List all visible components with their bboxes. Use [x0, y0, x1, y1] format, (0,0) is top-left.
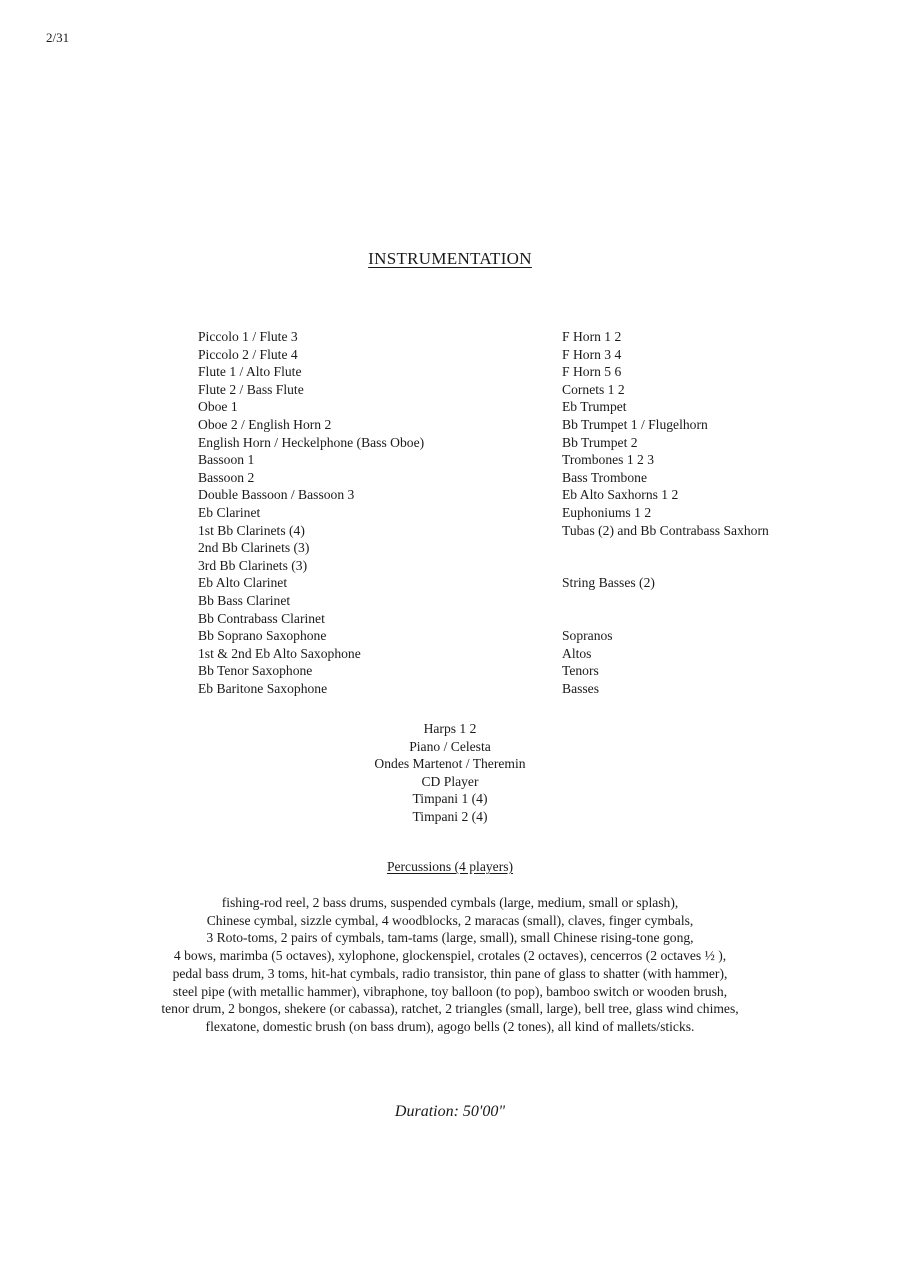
instrument-line: Sopranos [562, 628, 613, 644]
instrument-line: F Horn 1 2 [562, 329, 622, 344]
instrument-line: Bb Trumpet 1 / Flugelhorn [562, 416, 708, 432]
instrument-line: Cornets 1 2 [562, 381, 625, 397]
instrument-line: Euphoniums 1 2 [562, 504, 652, 520]
page-number: 2/31 [46, 30, 70, 45]
instrument-line: Basses [562, 680, 600, 696]
instrument-line: Bass Trombone [562, 469, 647, 485]
instrument-line: Flute 2 / Bass Flute [198, 381, 304, 397]
instrument-line: Bassoon 1 [198, 452, 255, 468]
percussion-line: pedal bass drum, 3 toms, hit-hat cymbals, radio transistor, thin pane of glass to shatter (with hammer), [172, 965, 728, 981]
instrument-line: Piccolo 1 / Flute 3 [198, 329, 298, 344]
instrument-line: Piano / Celesta [409, 738, 491, 754]
instrument-line: Bb Soprano Saxophone [198, 628, 327, 644]
instrument-line: Bb Tenor Saxophone [198, 663, 313, 679]
duration: Duration: 50'00" [394, 1103, 506, 1120]
instrument-line: String Basses (2) [562, 575, 655, 591]
blank-line [562, 610, 862, 628]
page-title [0, 249, 900, 269]
instrument-line: Eb Alto Clarinet [198, 575, 288, 591]
instrument-line: Eb Alto Saxhorns 1 2 [562, 487, 679, 503]
instrument-line: Tubas (2) and Bb Contrabass Saxhorn [562, 522, 769, 538]
percussion-line: fishing-rod reel, 2 bass drums, suspended cymbals (large, medium, small or splash), [221, 895, 679, 910]
percussion-line: flexatone, domestic brush (on bass drum), agogo bells (2 tones), all kind of mallets/sticks. [205, 1018, 695, 1034]
instrument-line: Trombones 1 2 3 [562, 452, 655, 468]
percussion-line: steel pipe (with metallic hammer), vibraphone, toy balloon (to pop), bamboo switch or wooden brush, [172, 983, 728, 999]
percussion-list [0, 894, 900, 1036]
instrument-line: 3rd Bb Clarinets (3) [198, 557, 308, 573]
instrument-line: 2nd Bb Clarinets (3) [198, 540, 310, 556]
instrument-line: F Horn 5 6 [562, 364, 622, 380]
instrument-line: Bb Trumpet 2 [562, 434, 638, 450]
instrument-line: Altos [562, 645, 592, 661]
percussion-heading [0, 859, 900, 875]
instrument-line: F Horn 3 4 [562, 346, 622, 362]
percussion-line: 4 bows, marimba (5 octaves), xylophone, glockenspiel, crotales (2 octaves), cencerros (2 octaves ½ ), [173, 948, 727, 964]
blank-line [562, 592, 862, 610]
percussion-line: Chinese cymbal, sizzle cymbal, 4 woodblocks, 2 maracas (small), claves, finger cymbals, [206, 912, 694, 928]
blank-line [562, 557, 862, 575]
instrument-line: Double Bassoon / Bassoon 3 [198, 487, 355, 503]
instrument-line: CD Player [421, 773, 479, 789]
instrument-line: Harps 1 2 [423, 721, 477, 736]
keyboards-timpani-list [0, 720, 900, 826]
instrument-line: Bassoon 2 [198, 469, 255, 485]
instrument-line: Flute 1 / Alto Flute [198, 364, 302, 380]
instrument-line: Eb Baritone Saxophone [198, 680, 328, 696]
instrument-line: Bb Bass Clarinet [198, 592, 291, 608]
instrument-line: Piccolo 2 / Flute 4 [198, 346, 298, 362]
instrument-line: Oboe 2 / English Horn 2 [198, 416, 332, 432]
instrument-line: Ondes Martenot / Theremin [374, 756, 526, 772]
percussion-line: tenor drum, 2 bongos, shekere (or cabassa), ratchet, 2 triangles (small, large), bell tree, glass wind chimes, [161, 1001, 739, 1017]
instrument-line: Eb Clarinet [198, 504, 261, 520]
instrument-line: Timpani 1 (4) [412, 791, 488, 807]
instrument-line: Tenors [562, 663, 599, 679]
instrument-line: Timpani 2 (4) [412, 808, 488, 824]
woodwinds-column [198, 328, 538, 697]
instrument-line: Eb Trumpet [562, 399, 627, 415]
percussion-line: 3 Roto-toms, 2 pairs of cymbals, tam-tams (large, small), small Chinese rising-tone gong, [206, 930, 694, 946]
instrument-line: 1st & 2nd Eb Alto Saxophone [198, 645, 361, 661]
brass-strings-voices-column [562, 328, 862, 697]
page-title-text: INSTRUMENTATION [368, 249, 532, 268]
instrument-line: Bb Contrabass Clarinet [198, 610, 325, 626]
instrument-line: English Horn / Heckelphone (Bass Oboe) [198, 434, 425, 450]
percussion-heading-text: Percussions (4 players) [386, 859, 514, 874]
instrument-line: Oboe 1 [198, 399, 238, 415]
instrument-line: 1st Bb Clarinets (4) [198, 522, 305, 538]
blank-line [562, 539, 862, 557]
